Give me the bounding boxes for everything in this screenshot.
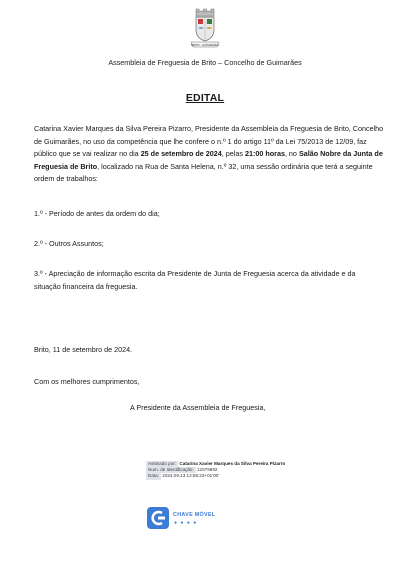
date-label: Data: — [148, 473, 159, 479]
agenda-item-1: 1.º - Período de antes da ordem do dia; — [34, 209, 160, 218]
meeting-place: Salão Nobre da Junta de Freguesia de Brito — [34, 149, 383, 171]
signer-role: A Presidente da Assembleia de Freguesia, — [130, 403, 266, 412]
agenda-item-2: 2.º - Outros Assuntos; — [34, 239, 104, 248]
chave-movel-logo — [147, 507, 227, 529]
meeting-time: 21:00 horas — [244, 149, 285, 159]
meeting-date: 25 de setembro de 2024 — [140, 149, 222, 159]
document-title: EDITAL — [185, 92, 225, 104]
signed-by-label: Assinado por: — [148, 461, 177, 466]
paragraph-text: Catarina Xavier Marques da Silva Pereira Pizarro, Presidente da Assembleia da Freguesia de Brito, Concelho de Guimarães, no uso da competência que lhe confere o n.º 1 do artigo 11º da Lei 75/2013 de 12/09, faz público que se vai realizar no dia — [34, 124, 384, 159]
place-and-date: Brito, 11 de setembro de 2024. — [34, 345, 133, 354]
paragraph-text: , localizado na Rua de Santa Helena, n.º 32, uma sessão ordinária que terá a seguinte ordem de trabalhos: — [34, 161, 373, 184]
chave-movel-badge-icon — [147, 507, 169, 529]
paragraph-text: , pelas — [221, 149, 245, 159]
digital-signature-block — [146, 461, 356, 480]
signature-date: 2024.09.13 12:56:23+01'00' — [162, 473, 220, 479]
agenda-item-3: 3.º - Apreciação de informação escrita da Presidente de Junta de Freguesia acerca da atividade e da situação financeira da freguesia. — [34, 269, 356, 291]
id-value: 12079692 — [197, 467, 218, 473]
closing-regards: Com os melhores cumprimentos, — [34, 377, 140, 386]
chave-movel-label: CHAVE MÓVEL — [173, 512, 216, 518]
paragraph-text: , no — [284, 149, 299, 159]
signed-by-name: Catarina Xavier Marques da Silva Pereira Pizarro — [179, 461, 286, 466]
id-label: Num. de Identificação: — [148, 467, 194, 473]
crest-caption: BRITO · GUIMARÃES — [191, 42, 219, 47]
assembly-header: Assembleia de Freguesia de Brito – Concelho de Guimarães — [108, 58, 302, 67]
main-paragraph — [34, 123, 384, 186]
chave-movel-dots: ● ● ● ● — [174, 520, 198, 526]
parish-crest-logo — [185, 8, 225, 50]
